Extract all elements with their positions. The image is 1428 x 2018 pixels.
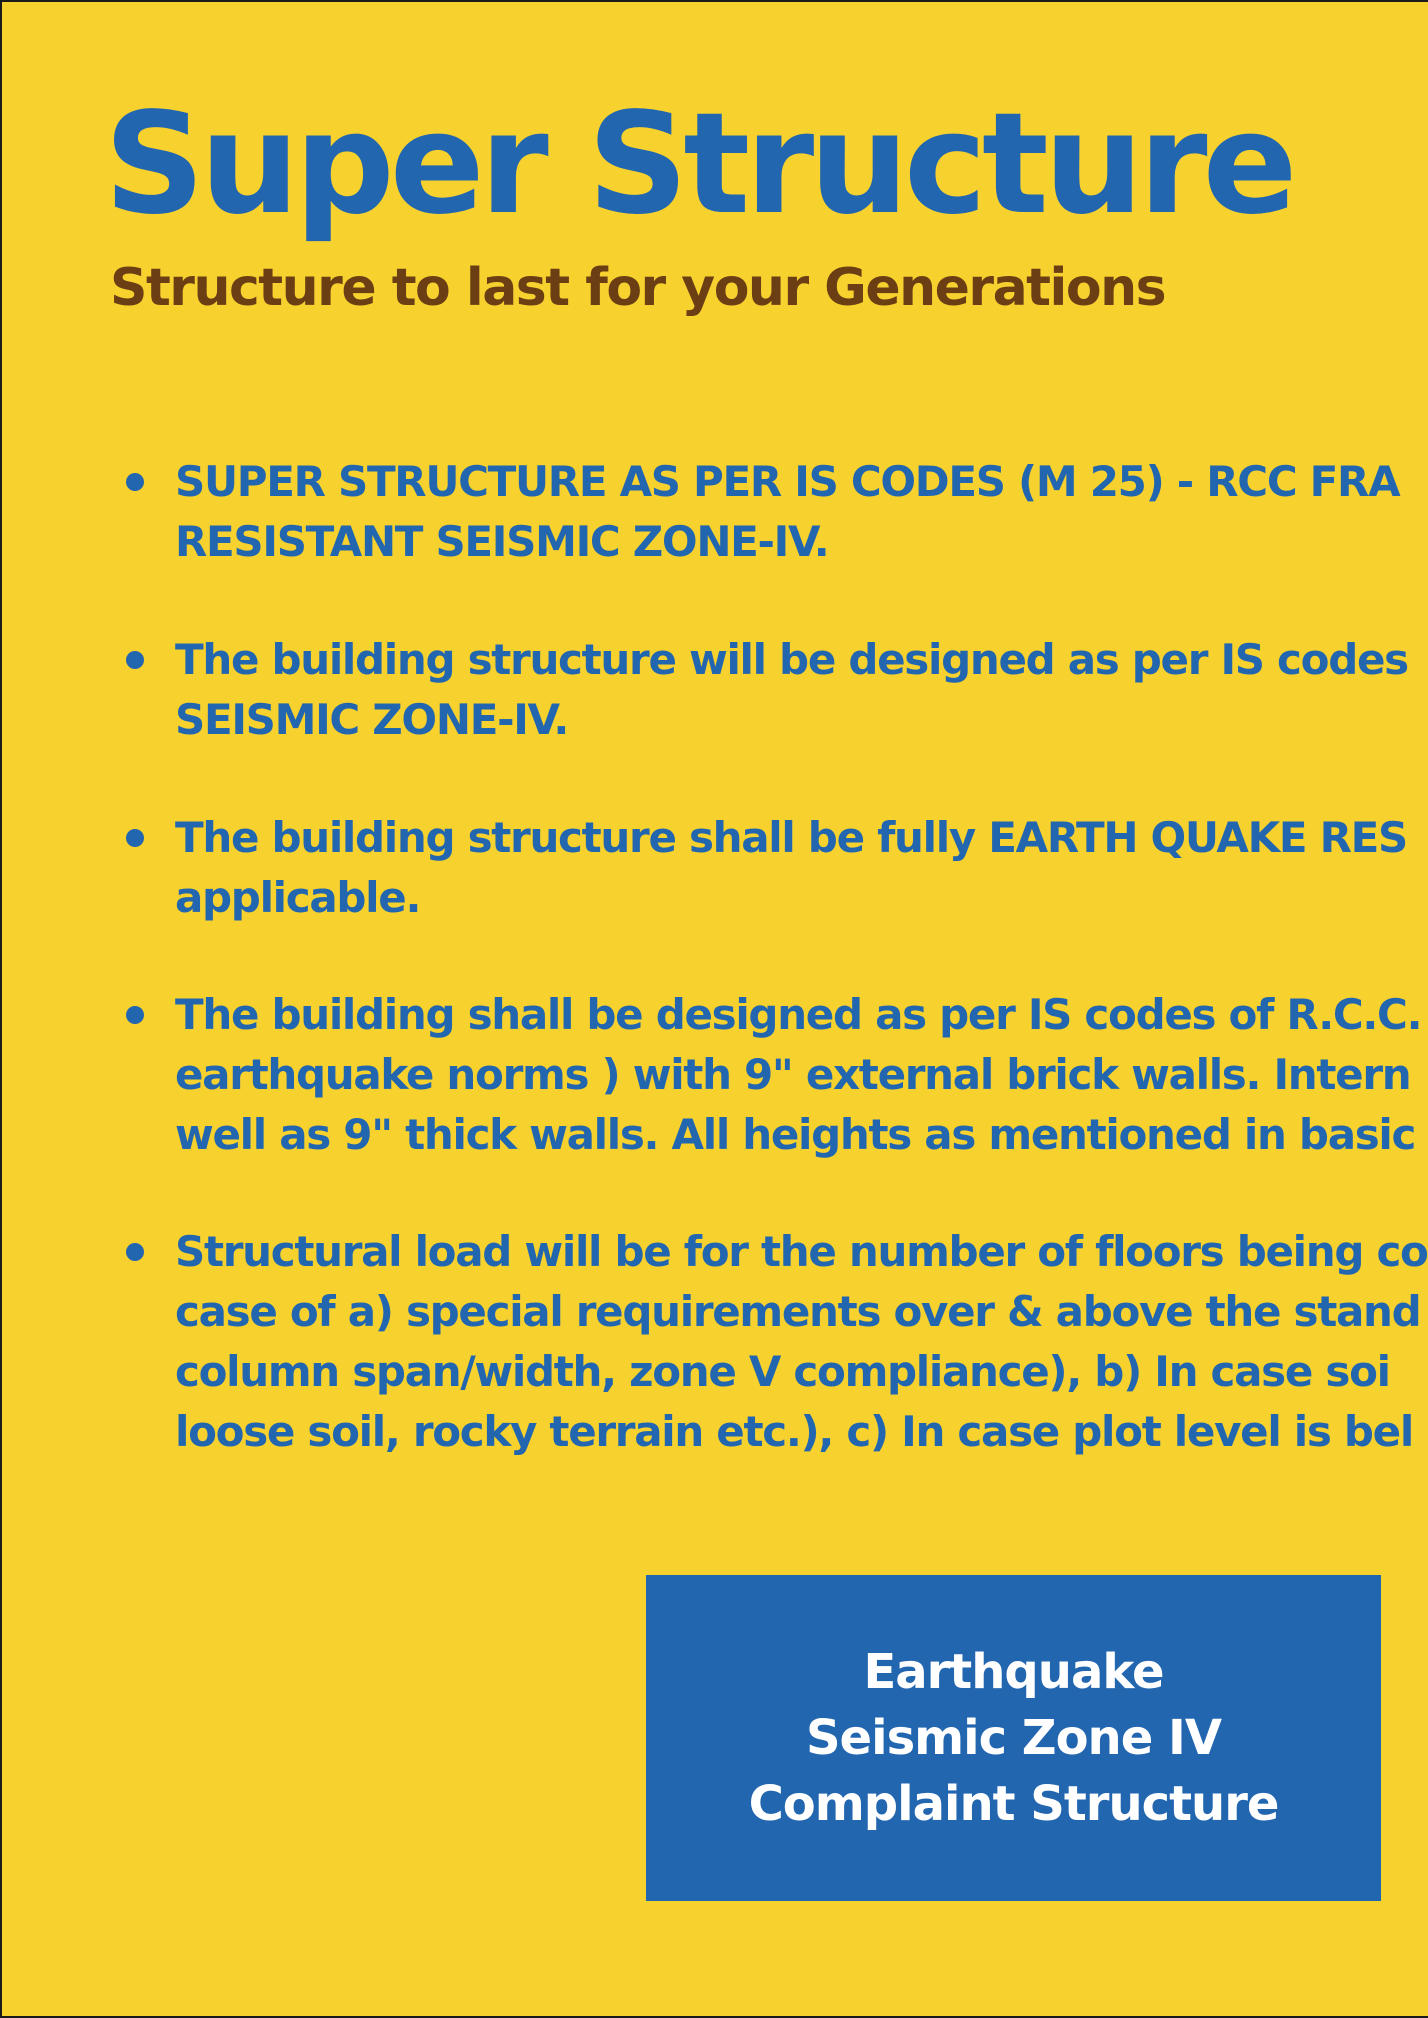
callout-text-line: Complaint Structure — [748, 1776, 1279, 1832]
bullet-text-line: well as 9" thick walls. All heights as mentioned in basic — [175, 1110, 1416, 1159]
page-title: Super Structure — [104, 83, 1293, 246]
bullet-text-line: applicable. — [175, 873, 421, 922]
bullet-text-line: RESISTANT SEISMIC ZONE-IV. — [175, 517, 829, 566]
bullet-text-line: case of a) special requirements over & above the stand — [175, 1287, 1421, 1336]
bullet-text-line: The building structure will be designed as per IS codes — [175, 635, 1408, 684]
bullet-dot-icon — [126, 651, 144, 669]
bullet-text-line: column span/width, zone V compliance), b) In case soi — [175, 1347, 1390, 1396]
earthquake-callout-box — [646, 1575, 1381, 1901]
bullet-text-line: SUPER STRUCTURE AS PER IS CODES (M 25) - RCC FRA — [175, 457, 1400, 506]
bullet-text-line: SEISMIC ZONE-IV. — [175, 695, 568, 744]
bullet-text-line: The building structure shall be fully EARTH QUAKE RES — [175, 813, 1407, 862]
bullet-text-line: Structural load will be for the number of floors being co — [175, 1227, 1428, 1276]
bullet-text-line: loose soil, rocky terrain etc.), c) In case plot level is bel — [175, 1407, 1413, 1456]
bullet-dot-icon — [126, 1243, 144, 1261]
bullet-dot-icon — [126, 829, 144, 847]
page-subtitle: Structure to last for your Generations — [110, 258, 1166, 318]
bullet-dot-icon — [126, 473, 144, 491]
callout-text-line: Earthquake — [863, 1644, 1164, 1700]
bullet-text-line: earthquake norms ) with 9" external brick walls. Intern — [175, 1050, 1411, 1099]
callout-text-line: Seismic Zone IV — [805, 1710, 1221, 1766]
bullet-text-line: The building shall be designed as per IS codes of R.C.C. — [175, 990, 1422, 1039]
bullet-dot-icon — [126, 1006, 144, 1024]
